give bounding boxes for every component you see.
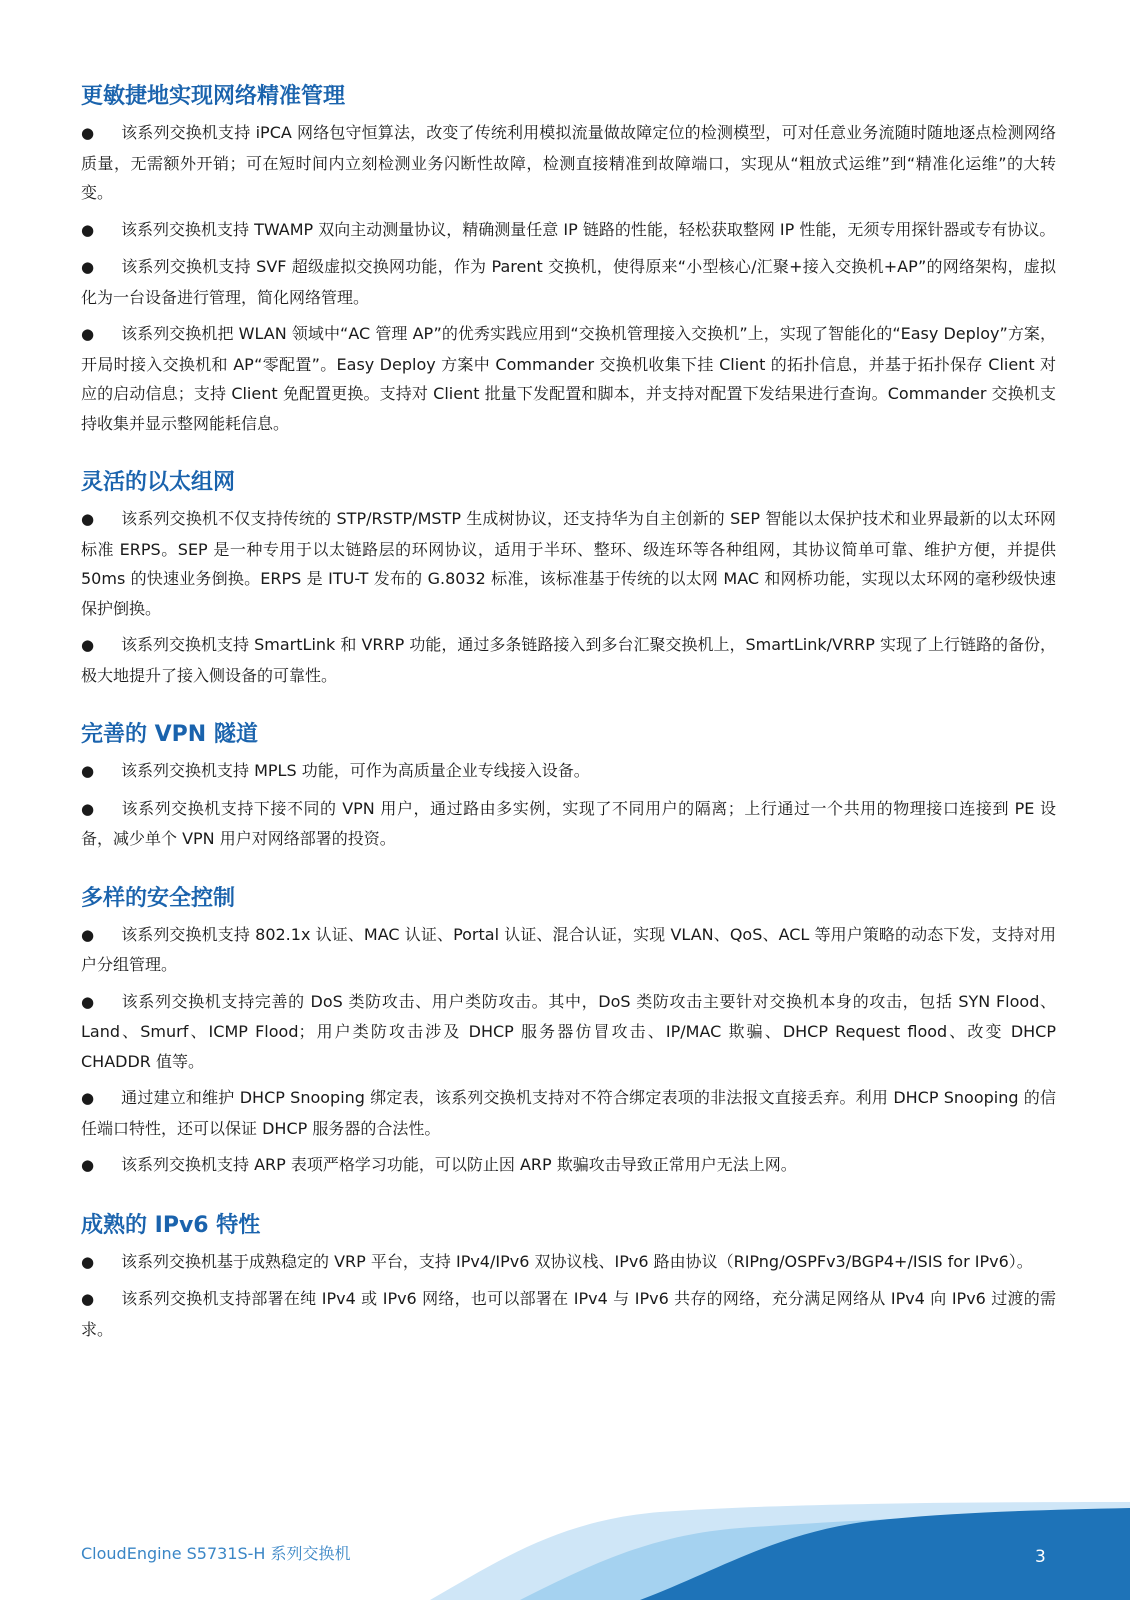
section-network-management [81,82,1056,438]
section-ipv6-features [81,1211,1056,1345]
bullet-paragraph [81,1247,1056,1278]
section-security-control [81,884,1056,1181]
bullet-icon: ● [81,762,95,780]
bullet-paragraph [81,504,1056,623]
section-heading: 成熟的 IPv6 特性 [81,1212,261,1238]
bullet-paragraph [81,1083,1056,1143]
paragraph-text: 该系列交换机支持部署在纯 IPv4 或 IPv6 网络，也可以部署在 IPv4 与 IPv6 共存的网络，充分满足网络从 IPv4 向 IPv6 过渡的需求。 [81,1289,1056,1339]
paragraph-text: 该系列交换机支持下接不同的 VPN 用户，通过路由多实例，实现了不同用户的隔离；上行通过一个共用的物理接口连接到 PE 设备，减少单个 VPN 用户对网络部署的投资。 [81,798,1056,848]
bullet-icon: ● [81,1089,95,1107]
bullet-icon: ● [81,1252,95,1271]
section-ethernet-networking [81,468,1056,690]
section-heading: 灵活的以太组网 [81,470,236,495]
bullet-paragraph [81,1150,1056,1181]
bullet-paragraph [81,756,1056,787]
paragraph-text: 该系列交换机支持完善的 DoS 类防攻击、用户类防攻击。其中，DoS 类防攻击主要针对交换机本身的攻击，包括 SYN Flood、Land、Smurf、ICMP Flood；用户类防攻击涉及 DHCP 服务器仿冒攻击、IP/MAC 欺骗、DHCP Request flood、改变 DHCP CHADDR 值等。 [81,991,1056,1071]
paragraph-text: 该系列交换机支持 SVF 超级虚拟交换网功能，作为 Parent 交换机，使得原来“小型核心/汇聚+接入交换机+AP”的网络架构，虚拟化为一台设备进行管理，简化网络管理。 [81,257,1056,307]
footer-product-title: CloudEngine S5731S-H 系列交换机 [81,1544,351,1563]
paragraph-text: 该系列交换机支持 MPLS 功能，可作为高质量企业专线接入设备。 [121,761,590,780]
paragraph-text: 该系列交换机支持 SmartLink 和 VRRP 功能，通过多条链路接入到多台汇聚交换机上，SmartLink/VRRP 实现了上行链路的备份，极大地提升了接入侧设备的可靠性。 [81,635,1056,685]
document-body [81,82,1056,1351]
bullet-icon: ● [81,325,95,343]
bullet-paragraph [81,987,1056,1077]
bullet-icon: ● [81,1156,95,1174]
paragraph-text: 该系列交换机支持 802.1x 认证、MAC 认证、Portal 认证、混合认证，实现 VLAN、QoS、ACL 等用户策略的动态下发，支持对用户分组管理。 [81,924,1056,974]
paragraph-text: 该系列交换机不仅支持传统的 STP/RSTP/MSTP 生成树协议，还支持华为自主创新的 SEP 智能以太保护技术和业界最新的以太环网标准 ERPS。SEP 是一种专用于以太链路层的环网协议，适用于半环、整环、级连环等各种组网，其协议简单可靠、维护方便，并提供 50ms 的快速业务倒换。ERPS 是 ITU-T 发布的 G.8032 标准，该标准基于传统的以太网 MAC 和网桥功能，实现以太环网的毫秒级快速保护倒换。 [81,509,1056,618]
page-number: 3 [1035,1547,1046,1567]
bullet-icon: ● [81,510,95,528]
bullet-icon: ● [81,925,95,944]
paragraph-text: 该系列交换机支持 ARP 表项严格学习功能，可以防止因 ARP 欺骗攻击导致正常用户无法上网。 [121,1155,797,1174]
bullet-paragraph [81,1284,1056,1344]
bullet-icon: ● [81,799,95,818]
bullet-icon: ● [81,636,95,654]
paragraph-text: 该系列交换机基于成熟稳定的 VRP 平台，支持 IPv4/IPv6 双协议栈、IPv6 路由协议（RIPng/OSPFv3/BGP4+/ISIS for IPv6）。 [121,1251,1033,1271]
section-heading: 多样的安全控制 [81,885,236,911]
section-heading: 更敏捷地实现网络精准管理 [81,84,346,109]
bullet-icon: ● [81,1290,95,1308]
bullet-paragraph [81,319,1056,438]
bullet-paragraph [81,920,1056,980]
bullet-paragraph [81,215,1056,246]
paragraph-text: 该系列交换机支持 TWAMP 双向主动测量协议，精确测量任意 IP 链路的性能，轻松获取整网 IP 性能，无须专用探针器或专有协议。 [121,219,1056,239]
bullet-paragraph [81,630,1056,690]
bullet-paragraph [81,252,1056,312]
bullet-icon: ● [81,220,95,239]
bullet-icon: ● [81,124,95,142]
bullet-icon: ● [81,992,95,1011]
bullet-icon: ● [81,258,95,276]
bullet-paragraph [81,794,1056,854]
paragraph-text: 该系列交换机支持 iPCA 网络包守恒算法，改变了传统利用模拟流量做故障定位的检测模型，可对任意业务流随时随地逐点检测网络质量，无需额外开销；可在短时间内立刻检测业务闪断性故障，检测直接精准到故障端口，实现从“粗放式运维”到“精准化运维”的大转变。 [81,123,1056,202]
paragraph-text: 通过建立和维护 DHCP Snooping 绑定表，该系列交换机支持对不符合绑定表项的非法报文直接丢弃。利用 DHCP Snooping 的信任端口特性，还可以保证 DHCP 服务器的合法性。 [81,1088,1056,1138]
bullet-paragraph [81,118,1056,208]
section-heading: 完善的 VPN 隧道 [81,722,258,747]
section-vpn-tunnel [81,720,1056,854]
paragraph-text: 该系列交换机把 WLAN 领域中“AC 管理 AP”的优秀实践应用到“交换机管理接入交换机”上，实现了智能化的“Easy Deploy”方案，开局时接入交换机和 AP“零配置”。Easy Deploy 方案中 Commander 交换机收集下挂 Client 的拓扑信息，并基于拓扑保存 Client 对应的启动信息；支持 Client 免配置更换。支持对 Client 批量下发配置和脚本，并支持对配置下发结果进行查询。Commander 交换机支持收集并显示整网能耗信息。 [81,324,1056,433]
